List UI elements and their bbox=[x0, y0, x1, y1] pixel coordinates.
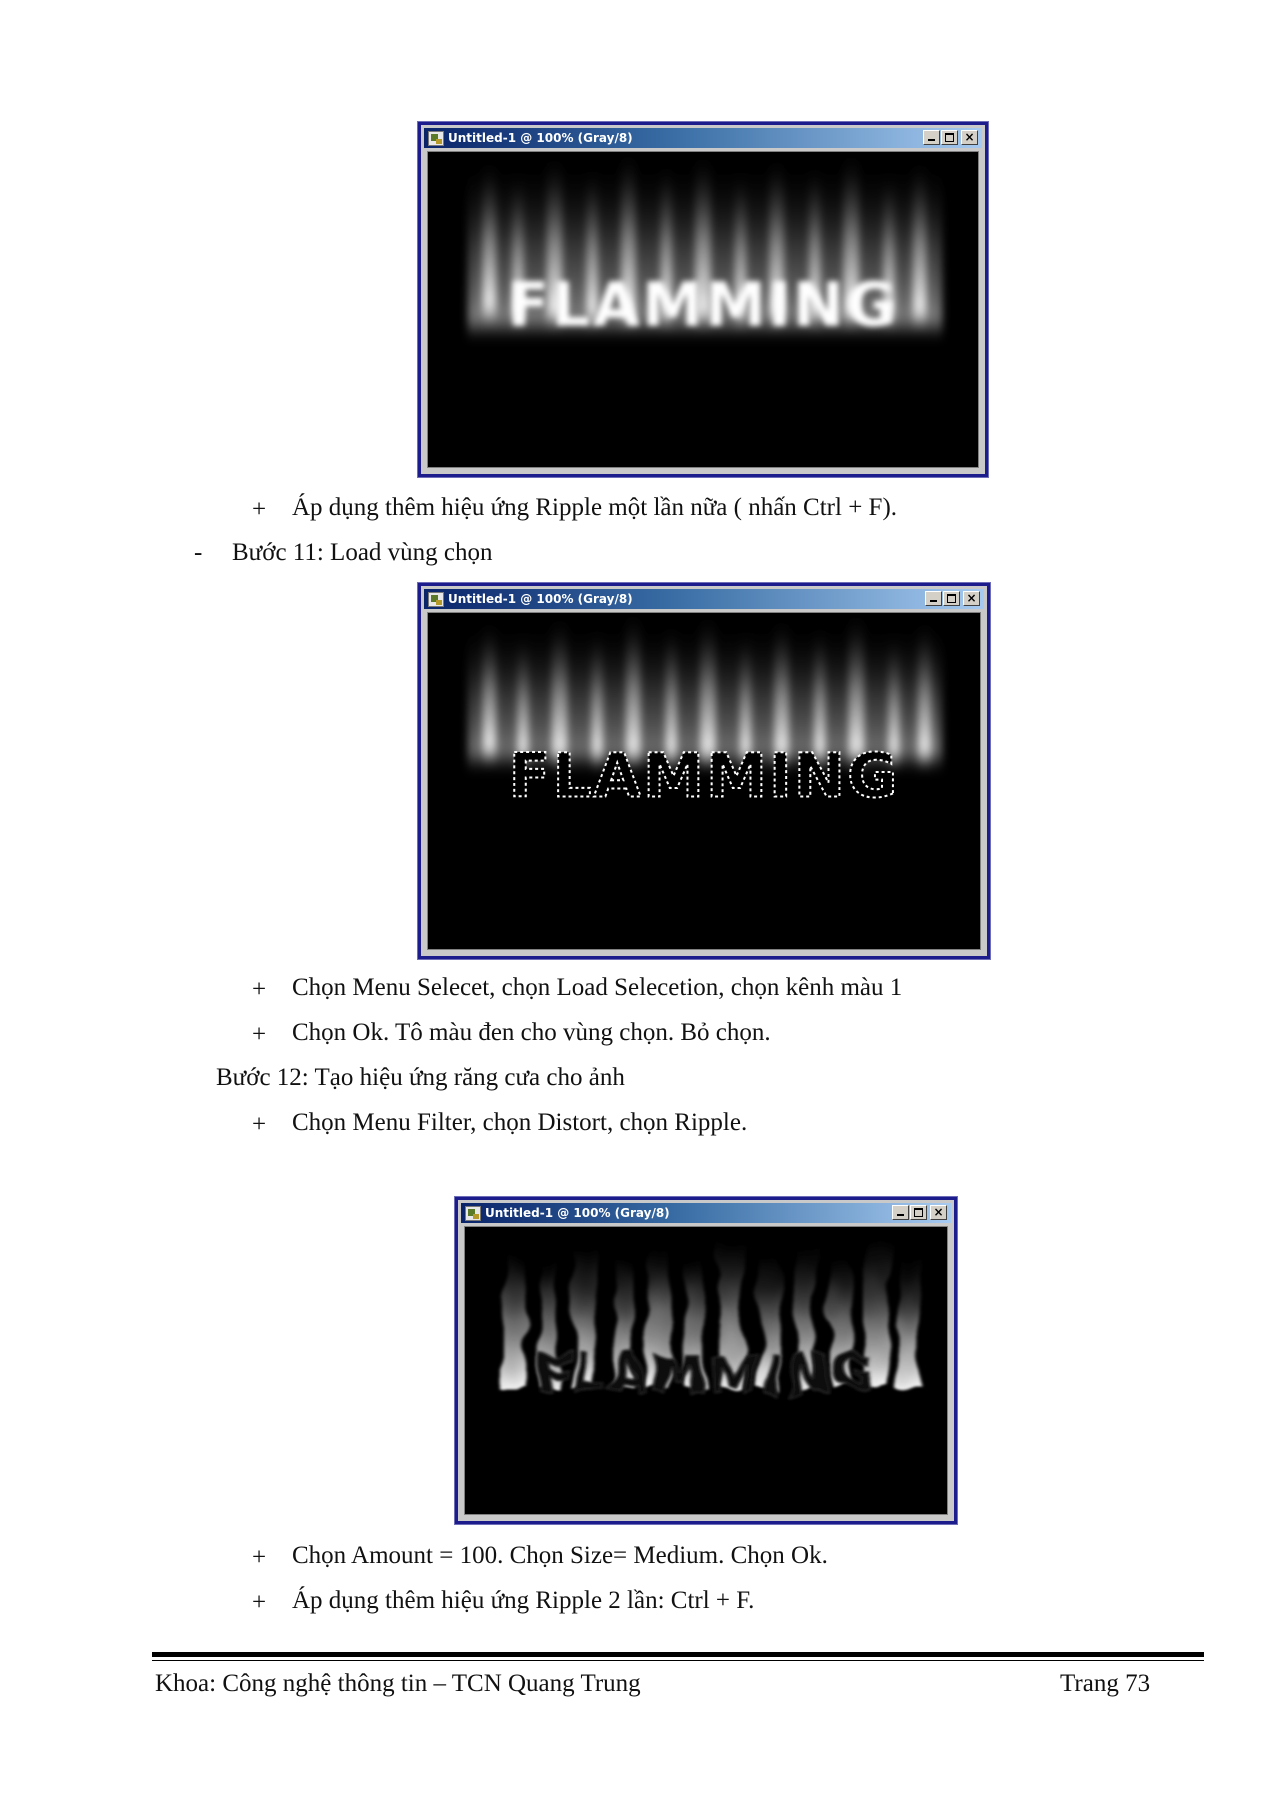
maximize-button[interactable] bbox=[941, 130, 958, 145]
step12-sub2: Chọn Amount = 100. Chọn Size= Medium. Chọn Ok. bbox=[292, 1542, 828, 1569]
close-button[interactable]: × bbox=[963, 591, 980, 606]
footer-rule bbox=[152, 1652, 1204, 1657]
bullet-plus: + bbox=[252, 1111, 267, 1138]
window-titlebar[interactable] bbox=[424, 589, 984, 609]
bullet-plus: + bbox=[252, 976, 267, 1003]
photoshop-document-icon bbox=[428, 131, 444, 146]
window-title: Untitled-1 @ 100% (Gray/8) bbox=[485, 1206, 670, 1220]
flame-artwork-2 bbox=[428, 613, 980, 949]
document-canvas[interactable] bbox=[427, 612, 981, 950]
step11-sub1: Chọn Menu Selecet, chọn Load Selecetion, chọn kênh màu 1 bbox=[292, 974, 903, 1001]
flamming-text-rippled: FLAMMING bbox=[535, 1344, 877, 1406]
footer-department: Khoa: Công nghệ thông tin – TCN Quang Trung bbox=[155, 1670, 641, 1697]
flamming-text: FLAMMING bbox=[507, 269, 899, 341]
minimize-button[interactable] bbox=[925, 591, 942, 606]
flamming-text-selected: FLAMMING bbox=[508, 740, 900, 812]
window-titlebar[interactable] bbox=[424, 128, 982, 148]
step12-heading: Bước 12: Tạo hiệu ứng răng cưa cho ảnh bbox=[216, 1064, 625, 1091]
document-canvas[interactable] bbox=[464, 1226, 948, 1515]
bullet-plus: + bbox=[252, 496, 267, 523]
close-button[interactable]: × bbox=[930, 1205, 947, 1220]
bullet-plus: + bbox=[252, 1589, 267, 1616]
bullet-plus: + bbox=[252, 1544, 267, 1571]
window-titlebar[interactable] bbox=[461, 1203, 951, 1223]
photoshop-window-2 bbox=[418, 583, 990, 959]
minimize-button[interactable] bbox=[923, 130, 940, 145]
close-button[interactable]: × bbox=[961, 130, 978, 145]
window-title: Untitled-1 @ 100% (Gray/8) bbox=[448, 592, 633, 606]
photoshop-document-icon bbox=[428, 592, 444, 607]
window-title: Untitled-1 @ 100% (Gray/8) bbox=[448, 131, 633, 145]
step11-sub2: Chọn Ok. Tô màu đen cho vùng chọn. Bỏ chọn. bbox=[292, 1019, 771, 1046]
maximize-button[interactable] bbox=[910, 1205, 927, 1220]
maximize-button[interactable] bbox=[943, 591, 960, 606]
footer-rule-thin bbox=[152, 1660, 1204, 1661]
step10-sub1: Áp dụng thêm hiệu ứng Ripple một lần nữa ( nhấn Ctrl + F). bbox=[292, 494, 898, 521]
flame-artwork-1 bbox=[428, 152, 978, 467]
photoshop-window-3 bbox=[455, 1197, 957, 1524]
step12-sub1: Chọn Menu Filter, chọn Distort, chọn Ripple. bbox=[292, 1109, 748, 1136]
flame-artwork-3 bbox=[465, 1227, 947, 1514]
photoshop-window-1 bbox=[418, 122, 988, 477]
bullet-dash: - bbox=[194, 539, 203, 566]
step12-sub3: Áp dụng thêm hiệu ứng Ripple 2 lần: Ctrl + F. bbox=[292, 1587, 755, 1614]
step11-heading: Bước 11: Load vùng chọn bbox=[232, 539, 493, 566]
minimize-button[interactable] bbox=[892, 1205, 909, 1220]
document-canvas[interactable] bbox=[427, 151, 979, 468]
photoshop-document-icon bbox=[465, 1206, 481, 1221]
page-number: Trang 73 bbox=[1060, 1670, 1151, 1697]
bullet-plus: + bbox=[252, 1021, 267, 1048]
